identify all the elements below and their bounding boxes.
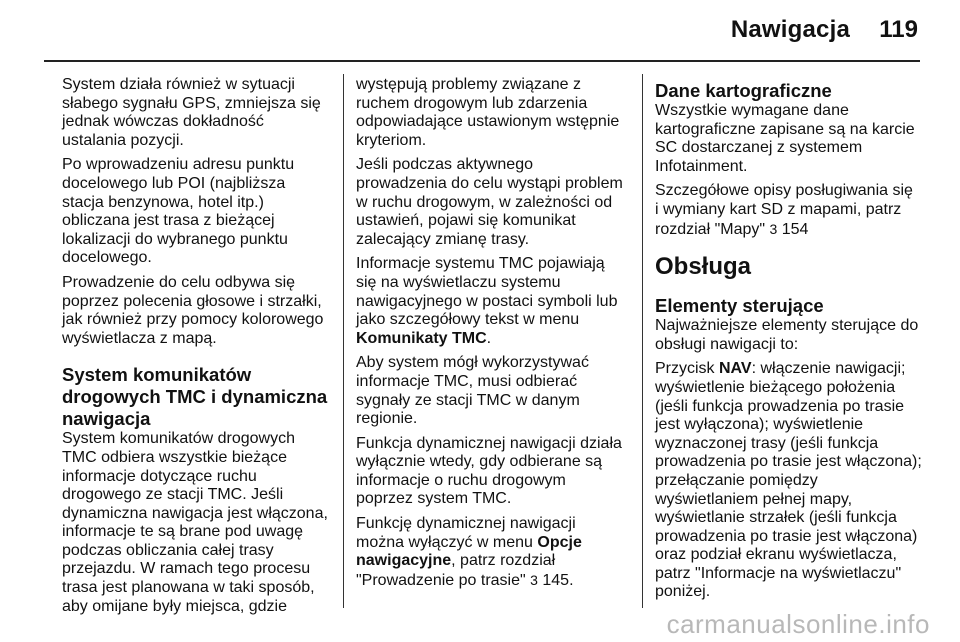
cross-reference[interactable]: rozdział "Mapy": [655, 220, 766, 238]
paragraph: Funkcję dynamicznej nawigacji można wyłączyć w menu Opcje nawigacyjne, patrz rozdział "Prowadzenie po trasie" 3 145.: [356, 515, 582, 589]
paragraph: Wszystkie wymagane dane kartograficzne zapisane są na karcie SC dostarczanej z systemem Infotainment.: [655, 102, 915, 175]
paragraph: Przycisk NAV: włączenie nawigacji; wyświetlenie bieżącego położenia (jeśli funkcja prowadzenia po trasie jest wyłączona); wyświetlenie wyznaczonej trasy (jeśli funkcja prowadzenia po trasie jest włączona); przełączanie pomiędzy wyświetlaniem pełnej mapy, wyświetlanie strzałek (jeśli funkcja prowadzenia po trasie jest włączona) oraz podział ekranu wyświetlacza, patrz "Informacje na wyświetlaczu" poniżej.: [655, 360, 922, 601]
menu-name: Komunikaty TMC: [356, 329, 487, 347]
page-number: 119: [879, 16, 918, 43]
menu-name: nawigacyjne: [356, 552, 452, 570]
page-reference-arrow-icon: 3: [530, 571, 538, 588]
column-left: [62, 76, 334, 622]
paragraph: Szczegółowe opisy posługiwania się i wymiany kart SD z mapami, patrz rozdział "Mapy" 3 154: [655, 182, 913, 238]
column-right: [655, 76, 927, 608]
running-title: Nawigacja: [730, 16, 850, 43]
paragraph: Aby system mógł wykorzystywać informacje TMC, musi odbierać sygnały ze stacji TMC w danym regionie.: [356, 354, 589, 428]
section-heading: Elementy sterujące: [655, 295, 824, 317]
section-heading: System komunikatów drogowych TMC i dynamiczna nawigacja: [62, 364, 328, 430]
paragraph: Najważniejsze elementy sterujące do obsługi nawigacji to:: [655, 317, 919, 353]
column-divider: [642, 74, 643, 608]
watermark: carmanualsonline.info: [666, 609, 930, 639]
column-divider: [343, 74, 344, 608]
paragraph: System działa również w sytuacji słabego sygnału GPS, zmniejsza się jednak wówczas dokładność ustalania pozycji.: [62, 76, 321, 149]
chapter-heading: Obsługa: [655, 253, 752, 281]
paragraph: Po wprowadzeniu adresu punktu docelowego lub POI (najbliższa stacja benzynowa, hotel itp.) obliczana jest trasa z bieżącej lokalizacji do wybranego punktu docelowego.: [62, 156, 295, 267]
page-header: [0, 0, 960, 62]
section-heading: Dane kartograficzne: [655, 80, 832, 101]
paragraph: Informacje systemu TMC pojawiają się na wyświetlaczu systemu nawigacyjnego w postaci symboli lub jako szczegółowy tekst w menu Komunikaty TMC.: [356, 255, 618, 347]
column-middle: [356, 76, 628, 596]
paragraph: Funkcja dynamicznej nawigacji działa wyłącznie wtedy, gdy odbierane są informacje o ruchu drogowym poprzez system TMC.: [356, 434, 622, 508]
paragraph: występują problemy związane z ruchem drogowym lub zdarzenia odpowiadające ustawionym wstępnie kryteriom.: [356, 76, 620, 149]
header-rule: [44, 60, 920, 62]
button-name: NAV: [719, 360, 752, 378]
paragraph: Jeśli podczas aktywnego prowadzenia do celu wystąpi problem w ruchu drogowym, w zależności od ustawień, pojawi się komunikat zalecający zmianę trasy.: [356, 156, 623, 248]
menu-name: Opcje: [537, 533, 582, 551]
paragraph: System komunikatów drogowych TMC odbiera wszystkie bieżące informacje dotyczące ruchu drogowego ze stacji TMC. Jeśli dynamiczna nawigacja jest włączona, informacje te są brane pod uwagę podczas obliczania całej trasy przejazdu. W ramach tego procesu trasa jest planowana w taki sposób, aby omijane były miejsca, gdzie: [62, 430, 328, 615]
paragraph: Prowadzenie do celu odbywa się poprzez polecenia głosowe i strzałki, jak również przy pomocy kolorowego wyświetlacza z mapą.: [62, 273, 324, 347]
cross-reference[interactable]: "Prowadzenie po trasie": [356, 571, 526, 589]
page-reference-arrow-icon: 3: [769, 220, 778, 237]
